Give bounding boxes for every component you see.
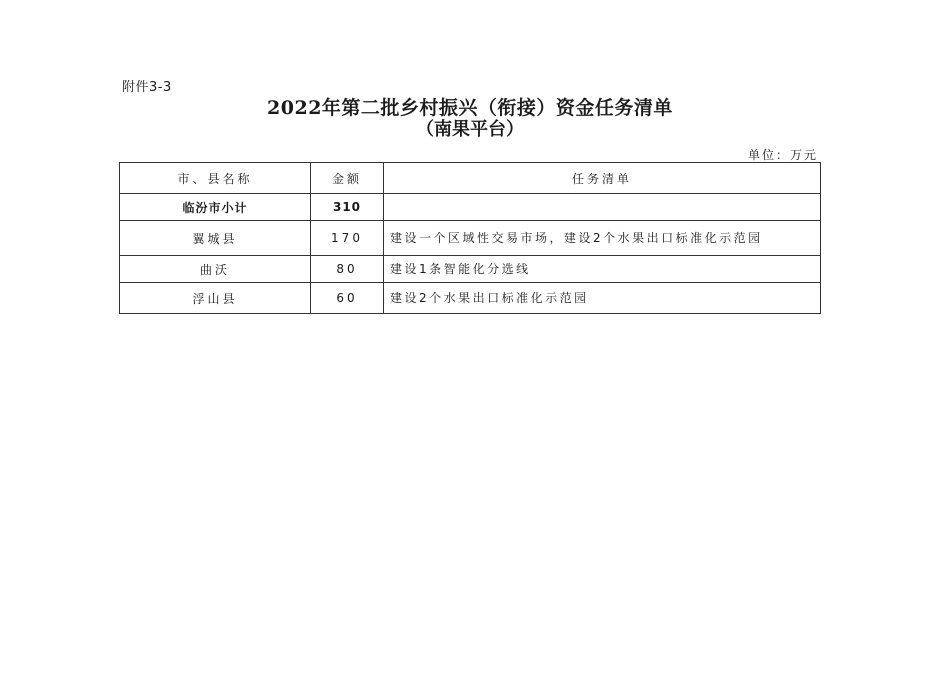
attachment-label: 附件3-3: [122, 80, 172, 95]
task-list-table: [119, 162, 821, 314]
task-cell: 建设2个水果出口标准化示范园: [384, 283, 821, 314]
task-cell: 建设一个区域性交易市场，建设2个水果出口标准化示范园: [384, 221, 821, 256]
county-cell: 曲沃: [120, 256, 311, 283]
task-cell: 建设1条智能化分选线: [384, 256, 821, 283]
table-row: [120, 221, 821, 256]
subtotal-amount: 310: [311, 194, 384, 221]
table-row: [120, 256, 821, 283]
subtotal-county: 临汾市小计: [120, 194, 311, 221]
header-tasks: 任务清单: [384, 163, 821, 194]
county-cell: 翼城县: [120, 221, 311, 256]
header-county: 市、县名称: [120, 163, 311, 194]
document-title: 2022年第二批乡村振兴（衔接）资金任务清单: [267, 97, 673, 119]
header-amount: 金额: [311, 163, 384, 194]
table-header-row: [120, 163, 821, 194]
county-cell: 浮山县: [120, 283, 311, 314]
subtotal-tasks: [384, 194, 821, 221]
amount-cell: 80: [311, 256, 384, 283]
table-row: [120, 283, 821, 314]
amount-cell: 60: [311, 283, 384, 314]
subtotal-row: [120, 194, 821, 221]
unit-note: 单位：万元: [747, 148, 818, 162]
document-subtitle: （南果平台）: [416, 119, 524, 140]
amount-cell: 170: [311, 221, 384, 256]
